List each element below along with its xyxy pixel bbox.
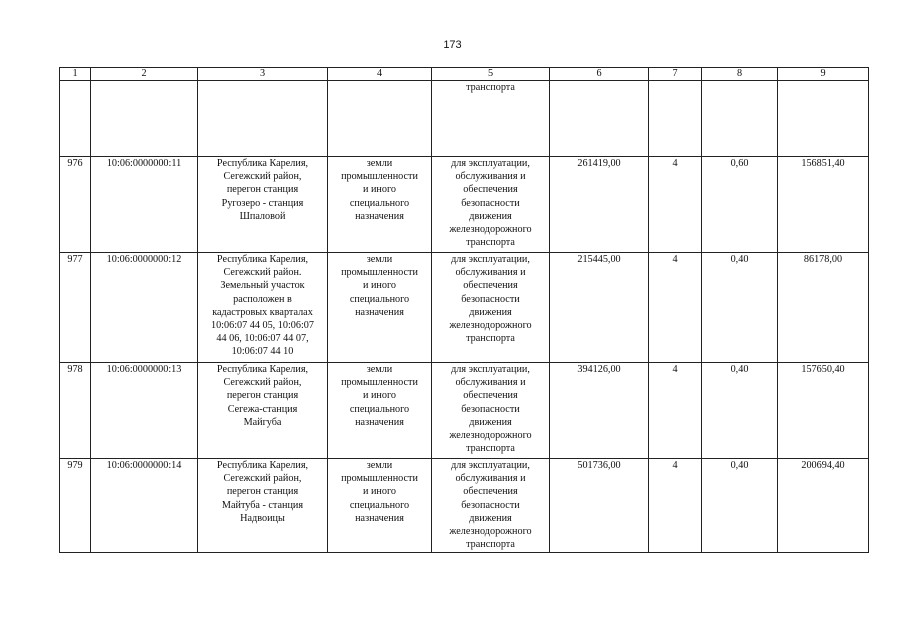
land-category-cell <box>328 81 432 157</box>
column-9-cell: 157650,40 <box>778 363 869 459</box>
column-header: 7 <box>649 68 702 81</box>
column-9-cell <box>778 81 869 157</box>
table-row <box>60 363 869 459</box>
cadastral-number-cell <box>91 81 198 157</box>
row-number-cell <box>60 81 91 157</box>
column-header: 6 <box>550 68 649 81</box>
area-cell: 394126,00 <box>550 363 649 459</box>
permitted-use-cell: для эксплуатации, обслуживания и обеспечения безопасности движения железнодорожного транспорта <box>432 253 550 363</box>
location-cell <box>198 81 328 157</box>
land-category-cell: земли промышленности и иного специального назначения <box>328 363 432 459</box>
table-row <box>60 157 869 253</box>
column-header: 1 <box>60 68 91 81</box>
column-8-cell: 0,40 <box>702 363 778 459</box>
header-row <box>60 68 869 81</box>
row-number-cell: 976 <box>60 157 91 253</box>
land-registry-table <box>59 67 869 553</box>
cadastral-number-cell: 10:06:0000000:11 <box>91 157 198 253</box>
column-7-cell <box>649 81 702 157</box>
cadastral-number-cell: 10:06:0000000:14 <box>91 459 198 553</box>
column-9-cell: 200694,40 <box>778 459 869 553</box>
row-number-cell: 977 <box>60 253 91 363</box>
table-row <box>60 81 869 157</box>
location-cell: Республика Карелия, Сегежский район, перегон станция Сегежа-станция Майгуба <box>198 363 328 459</box>
column-8-cell <box>702 81 778 157</box>
column-header: 5 <box>432 68 550 81</box>
permitted-use-cell: транспорта <box>432 81 550 157</box>
column-8-cell: 0,60 <box>702 157 778 253</box>
permitted-use-cell: для эксплуатации, обслуживания и обеспечения безопасности движения железнодорожного транспорта <box>432 459 550 553</box>
column-8-cell: 0,40 <box>702 459 778 553</box>
column-header: 2 <box>91 68 198 81</box>
column-9-cell: 156851,40 <box>778 157 869 253</box>
page-number: 173 <box>443 39 462 51</box>
column-8-cell: 0,40 <box>702 253 778 363</box>
land-category-cell: земли промышленности и иного специального назначения <box>328 459 432 553</box>
permitted-use-cell: для эксплуатации, обслуживания и обеспечения безопасности движения железнодорожного транспорта <box>432 363 550 459</box>
cadastral-number-cell: 10:06:0000000:12 <box>91 253 198 363</box>
land-category-cell: земли промышленности и иного специального назначения <box>328 253 432 363</box>
column-header: 4 <box>328 68 432 81</box>
column-7-cell: 4 <box>649 157 702 253</box>
table-row <box>60 459 869 553</box>
area-cell <box>550 81 649 157</box>
area-cell: 215445,00 <box>550 253 649 363</box>
column-header: 8 <box>702 68 778 81</box>
column-7-cell: 4 <box>649 363 702 459</box>
location-cell: Республика Карелия, Сегежский район, перегон станция Ругозеро - станция Шпаловой <box>198 157 328 253</box>
area-cell: 261419,00 <box>550 157 649 253</box>
column-7-cell: 4 <box>649 253 702 363</box>
table-row <box>60 253 869 363</box>
permitted-use-cell: для эксплуатации, обслуживания и обеспечения безопасности движения железнодорожного транспорта <box>432 157 550 253</box>
column-9-cell: 86178,00 <box>778 253 869 363</box>
row-number-cell: 979 <box>60 459 91 553</box>
row-number-cell: 978 <box>60 363 91 459</box>
cadastral-number-cell: 10:06:0000000:13 <box>91 363 198 459</box>
area-cell: 501736,00 <box>550 459 649 553</box>
column-7-cell: 4 <box>649 459 702 553</box>
land-category-cell: земли промышленности и иного специального назначения <box>328 157 432 253</box>
location-cell: Республика Карелия, Сегежский район, перегон станция Майтуба - станция Надвоицы <box>198 459 328 553</box>
location-cell: Республика Карелия, Сегежский район. Земельный участок расположен в кадастровых кварталах 10:06:07 44 05, 10:06:07 44 06, 10:06:07 44 07, 10:06:07 44 10 <box>198 253 328 363</box>
column-header: 9 <box>778 68 869 81</box>
column-header: 3 <box>198 68 328 81</box>
